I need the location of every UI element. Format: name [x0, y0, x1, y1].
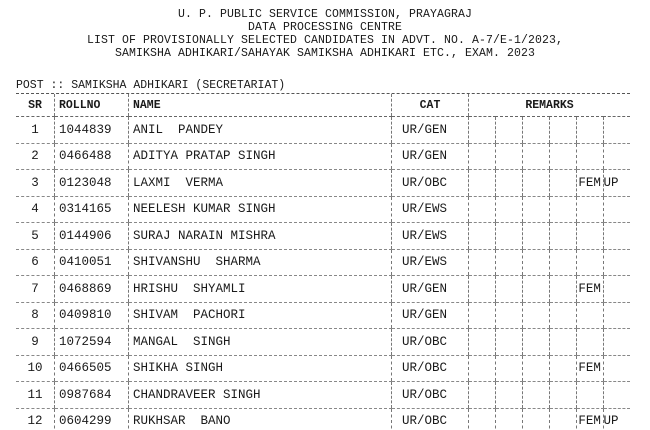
cell-remark-3 — [522, 382, 549, 409]
cell-remark-2 — [495, 196, 522, 223]
cell-name: HRISHU SHYAMLI — [129, 276, 392, 303]
cell-name: SHIVANSHU SHARMA — [129, 249, 392, 276]
cell-sr: 6 — [16, 249, 55, 276]
cell-sr: 10 — [16, 355, 55, 382]
cell-name: CHANDRAVEER SINGH — [129, 382, 392, 409]
cell-remark-2 — [495, 117, 522, 144]
cell-remark-3 — [522, 223, 549, 250]
cell-remark-4 — [549, 329, 576, 356]
cell-remark-4 — [549, 196, 576, 223]
document-header — [0, 8, 650, 60]
table-row — [16, 302, 630, 329]
cell-remark-3 — [522, 302, 549, 329]
cell-remark-up — [603, 117, 630, 144]
cell-remark-4 — [549, 170, 576, 197]
cell-remark-2 — [495, 170, 522, 197]
table-row — [16, 196, 630, 223]
cell-remark-4 — [549, 249, 576, 276]
cell-name: NEELESH KUMAR SINGH — [129, 196, 392, 223]
cell-remark-3 — [522, 170, 549, 197]
cell-remark-1 — [469, 196, 496, 223]
header-commission: U. P. PUBLIC SERVICE COMMISSION, PRAYAGRAJ — [177, 8, 473, 21]
cell-remark-1 — [469, 302, 496, 329]
cell-cat: UR/EWS — [392, 249, 469, 276]
cell-rollno: 0466505 — [55, 355, 129, 382]
cell-sr: 9 — [16, 329, 55, 356]
cell-rollno: 0604299 — [55, 408, 129, 430]
cell-remark-1 — [469, 223, 496, 250]
cell-rollno: 0123048 — [55, 170, 129, 197]
cell-remark-fem — [576, 196, 603, 223]
cell-remark-1 — [469, 408, 496, 430]
cell-remark-3 — [522, 196, 549, 223]
cell-cat: UR/GEN — [392, 143, 469, 170]
cell-rollno: 1044839 — [55, 117, 129, 144]
cell-remark-3 — [522, 143, 549, 170]
cell-remark-fem — [576, 302, 603, 329]
cell-remark-fem: FEM — [576, 408, 603, 430]
cell-rollno: 0409810 — [55, 302, 129, 329]
cell-remark-up — [603, 329, 630, 356]
cell-remark-up — [603, 302, 630, 329]
cell-remark-fem — [576, 329, 603, 356]
cell-remark-4 — [549, 223, 576, 250]
cell-remark-3 — [522, 329, 549, 356]
cell-remark-up — [603, 355, 630, 382]
table-row — [16, 329, 630, 356]
cell-remark-up — [603, 143, 630, 170]
table-row — [16, 249, 630, 276]
cell-rollno: 0314165 — [55, 196, 129, 223]
cell-remark-2 — [495, 223, 522, 250]
cell-name: SHIVAM PACHORI — [129, 302, 392, 329]
table-header-row — [16, 94, 630, 117]
cell-remark-1 — [469, 170, 496, 197]
cell-remark-fem — [576, 382, 603, 409]
post-title: POST :: SAMIKSHA ADHIKARI (SECRETARIAT) — [16, 79, 286, 92]
cell-name: ADITYA PRATAP SINGH — [129, 143, 392, 170]
cell-sr: 7 — [16, 276, 55, 303]
cell-sr: 5 — [16, 223, 55, 250]
header-exam-title: SAMIKSHA ADHIKARI/SAHAYAK SAMIKSHA ADHIKARI ETC., EXAM. 2023 — [114, 47, 536, 60]
cell-remark-3 — [522, 249, 549, 276]
cell-remark-1 — [469, 276, 496, 303]
cell-remark-up — [603, 382, 630, 409]
cell-remark-1 — [469, 355, 496, 382]
col-header-remarks: REMARKS — [469, 94, 631, 117]
cell-remark-4 — [549, 408, 576, 430]
cell-remark-fem: FEM — [576, 355, 603, 382]
cell-name: LAXMI VERMA — [129, 170, 392, 197]
cell-remark-up — [603, 223, 630, 250]
table-row — [16, 355, 630, 382]
cell-remark-3 — [522, 355, 549, 382]
table-body — [16, 117, 630, 430]
cell-rollno: 1072594 — [55, 329, 129, 356]
cell-remark-4 — [549, 276, 576, 303]
cell-remark-up — [603, 196, 630, 223]
header-list-title: LIST OF PROVISIONALLY SELECTED CANDIDATES IN ADVT. NO. A-7/E-1/2023, — [86, 34, 564, 47]
cell-remark-2 — [495, 408, 522, 430]
cell-remark-2 — [495, 143, 522, 170]
cell-sr: 4 — [16, 196, 55, 223]
cell-remark-4 — [549, 117, 576, 144]
cell-sr: 12 — [16, 408, 55, 430]
cell-remark-fem: FEM — [576, 170, 603, 197]
cell-rollno: 0410051 — [55, 249, 129, 276]
cell-name: RUKHSAR BANO — [129, 408, 392, 430]
cell-remark-4 — [549, 143, 576, 170]
table-row — [16, 223, 630, 250]
cell-name: ANIL PANDEY — [129, 117, 392, 144]
cell-rollno: 0466488 — [55, 143, 129, 170]
cell-sr: 2 — [16, 143, 55, 170]
results-sheet — [16, 93, 630, 430]
cell-remark-fem — [576, 143, 603, 170]
cell-cat: UR/EWS — [392, 196, 469, 223]
cell-remark-4 — [549, 355, 576, 382]
cell-cat: UR/OBC — [392, 170, 469, 197]
table-row — [16, 143, 630, 170]
cell-sr: 11 — [16, 382, 55, 409]
col-header-sr: SR — [16, 94, 55, 117]
cell-remark-fem: FEM — [576, 276, 603, 303]
cell-remark-2 — [495, 302, 522, 329]
cell-remark-fem — [576, 223, 603, 250]
header-centre: DATA PROCESSING CENTRE — [247, 21, 403, 34]
cell-cat: UR/OBC — [392, 329, 469, 356]
cell-remark-2 — [495, 382, 522, 409]
col-header-cat: CAT — [392, 94, 469, 117]
cell-remark-4 — [549, 382, 576, 409]
table-row — [16, 276, 630, 303]
cell-remark-3 — [522, 276, 549, 303]
cell-remark-3 — [522, 117, 549, 144]
cell-remark-fem — [576, 249, 603, 276]
cell-remark-3 — [522, 408, 549, 430]
cell-remark-2 — [495, 276, 522, 303]
cell-sr: 8 — [16, 302, 55, 329]
cell-rollno: 0468869 — [55, 276, 129, 303]
table-row — [16, 170, 630, 197]
table-row — [16, 117, 630, 144]
cell-remark-2 — [495, 329, 522, 356]
cell-name: SHIKHA SINGH — [129, 355, 392, 382]
cell-remark-1 — [469, 143, 496, 170]
cell-sr: 3 — [16, 170, 55, 197]
cell-remark-1 — [469, 329, 496, 356]
cell-sr: 1 — [16, 117, 55, 144]
cell-remark-up — [603, 276, 630, 303]
cell-remark-up — [603, 249, 630, 276]
cell-cat: UR/GEN — [392, 276, 469, 303]
cell-cat: UR/EWS — [392, 223, 469, 250]
table-row — [16, 408, 630, 430]
cell-cat: UR/OBC — [392, 382, 469, 409]
cell-rollno: 0144906 — [55, 223, 129, 250]
cell-cat: UR/OBC — [392, 408, 469, 430]
col-header-rollno: ROLLNO — [55, 94, 129, 117]
cell-remark-4 — [549, 302, 576, 329]
cell-remark-up: UP — [603, 408, 630, 430]
cell-remark-up: UP — [603, 170, 630, 197]
cell-remark-2 — [495, 249, 522, 276]
cell-cat: UR/GEN — [392, 302, 469, 329]
cell-remark-1 — [469, 382, 496, 409]
cell-remark-1 — [469, 249, 496, 276]
cell-cat: UR/GEN — [392, 117, 469, 144]
cell-remark-1 — [469, 117, 496, 144]
table-row — [16, 382, 630, 409]
cell-name: SURAJ NARAIN MISHRA — [129, 223, 392, 250]
cell-rollno: 0987684 — [55, 382, 129, 409]
col-header-name: NAME — [129, 94, 392, 117]
cell-cat: UR/OBC — [392, 355, 469, 382]
cell-name: MANGAL SINGH — [129, 329, 392, 356]
cell-remark-fem — [576, 117, 603, 144]
cell-remark-2 — [495, 355, 522, 382]
candidates-table — [16, 94, 630, 430]
